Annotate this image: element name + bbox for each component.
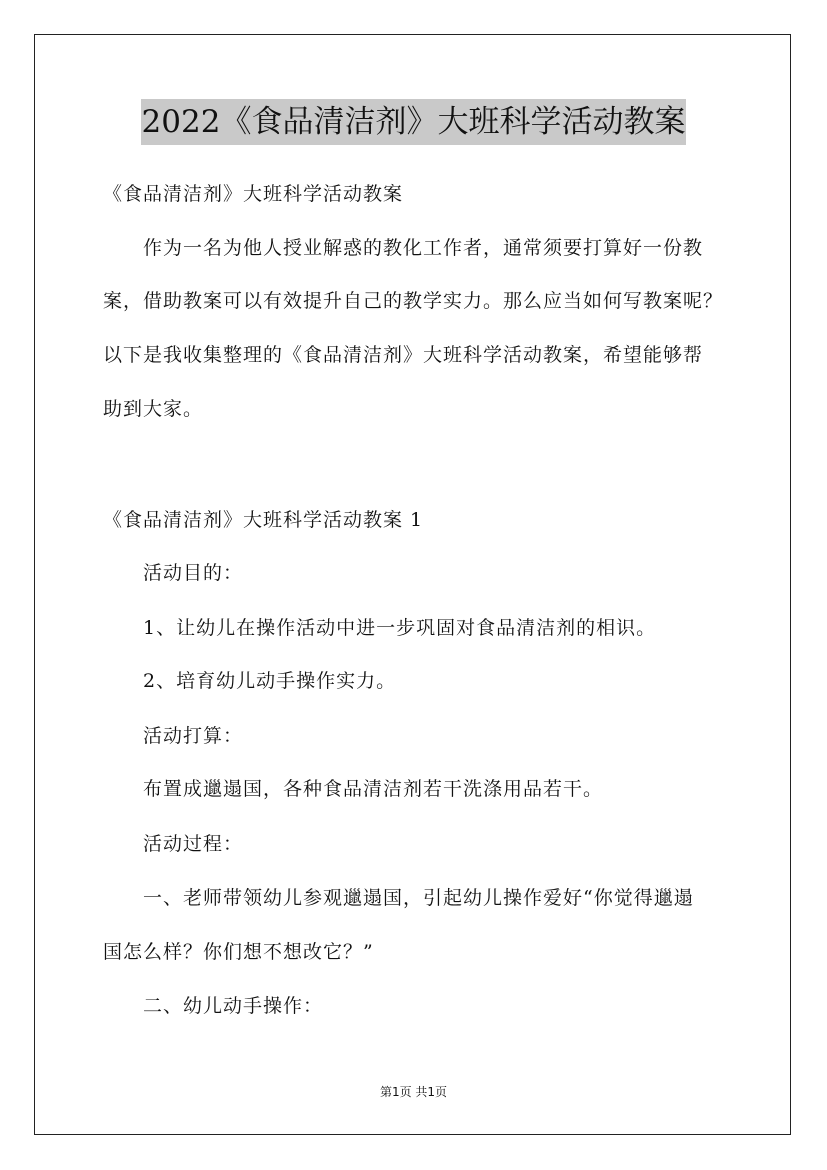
paragraph-line: 2、培育幼儿动手操作实力。	[143, 670, 397, 692]
paragraph-line: 案，借助教案可以有效提升自己的教学实力。那么应当如何写教案呢？	[103, 290, 724, 312]
paragraph-line: 活动过程：	[143, 833, 244, 855]
paragraph-line: 以下是我收集整理的《食品清洁剂》大班科学活动教案，希望能够帮	[103, 344, 704, 366]
paragraph-line: 助到大家。	[103, 398, 204, 420]
paragraph-line: 活动目的：	[143, 562, 244, 584]
paragraph-line: 国怎么样？你们想不想改它？”	[103, 941, 374, 963]
document-title-container	[0, 99, 827, 145]
section-heading: 《食品清洁剂》大班科学活动教案 1	[103, 509, 424, 531]
subtitle-line: 《食品清洁剂》大班科学活动教案	[103, 183, 404, 205]
paragraph-line: 二、幼儿动手操作：	[143, 995, 324, 1017]
paragraph-line: 1、让幼儿在操作活动中进一步巩固对食品清洁剂的相识。	[143, 617, 657, 639]
paragraph-line: 布置成邋遢国，各种食品清洁剂若干洗涤用品若干。	[143, 778, 604, 800]
paragraph-line: 活动打算：	[143, 725, 244, 747]
paragraph-line: 一、老师带领幼儿参观邋遢国，引起幼儿操作爱好“你觉得邋遢	[143, 887, 694, 909]
page-footer: 第1页 共1页	[379, 1085, 448, 1099]
document-title: 2022《食品清洁剂》大班科学活动教案	[141, 99, 687, 145]
paragraph-line: 作为一名为他人授业解惑的教化工作者，通常须要打算好一份教	[143, 237, 704, 259]
